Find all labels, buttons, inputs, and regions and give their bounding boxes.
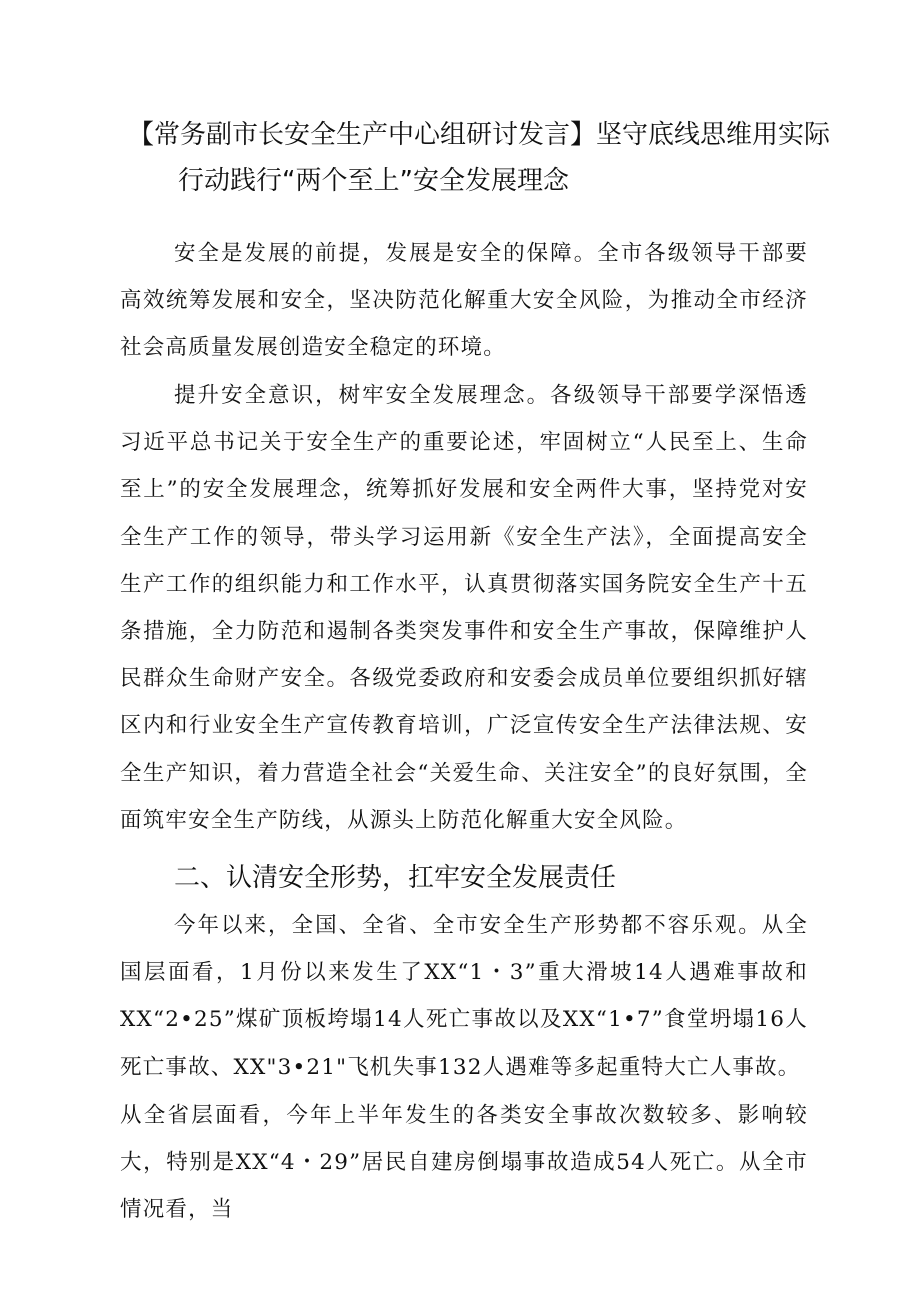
title-line-2: 行动践行“两个至上”安全发展理念 — [178, 166, 569, 196]
paragraph-provincial-situation: 从全省层面看，今年上半年发生的各类安全事故次数较多、影响较大，特别是XX“4・29”居民自建房倒塌事故造成54人死亡。从全市情况看，当 — [120, 1103, 808, 1223]
document-title — [128, 112, 831, 204]
section-heading: 二、认清安全形势，扛牢安全发展责任 — [174, 863, 617, 893]
paragraph-safety-awareness: 提升安全意识，树牢安全发展理念。各级领导干部要学深悟透习近平总书记关于安全生产的重要论述，牢固树立“人民至上、生命至上”的安全发展理念，统筹抓好发展和安全两件大事，坚持党对安全生产工作的领导，带头学习运用新《安全生产法》，全面提高安全生产工作的组织能力和工作水平，认真贯彻落实国务院安全生产十五条措施，全力防范和遏制各类突发事件和安全生产事故，保障维护人民群众生命财产安全。各级党委政府和安委会成员单位要组织抓好辖区内和行业安全生产宣传教育培训，广泛宣传安全生产法律法规、安全生产知识，着力营造全社会“关爱生命、关注安全”的良好氛围，全面筑牢安全生产防线，从源头上防范化解重大安全风险。 — [120, 383, 808, 833]
paragraph-national-situation: 今年以来，全国、全省、全市安全生产形势都不容乐观。从全国层面看，1月份以来发生了XX“1・3”重大滑坡14人遇难事故和XX“2•25”煤矿顶板垮塌14人死亡事故以及XX“1•7”食堂坍塌16人死亡事故、XX"3•21"飞机失事132人遇难等多起重特大亡人事故。 — [120, 913, 808, 1080]
title-line-1: 【常务副市长安全生产中心组研讨发言】坚守底线思维用实际 — [128, 120, 831, 150]
paragraph-intro: 安全是发展的前提，发展是安全的保障。全市各级领导干部要高效统筹发展和安全，坚决防范化解重大安全风险，为推动全市经济社会高质量发展创造安全稳定的环境。 — [120, 241, 808, 361]
